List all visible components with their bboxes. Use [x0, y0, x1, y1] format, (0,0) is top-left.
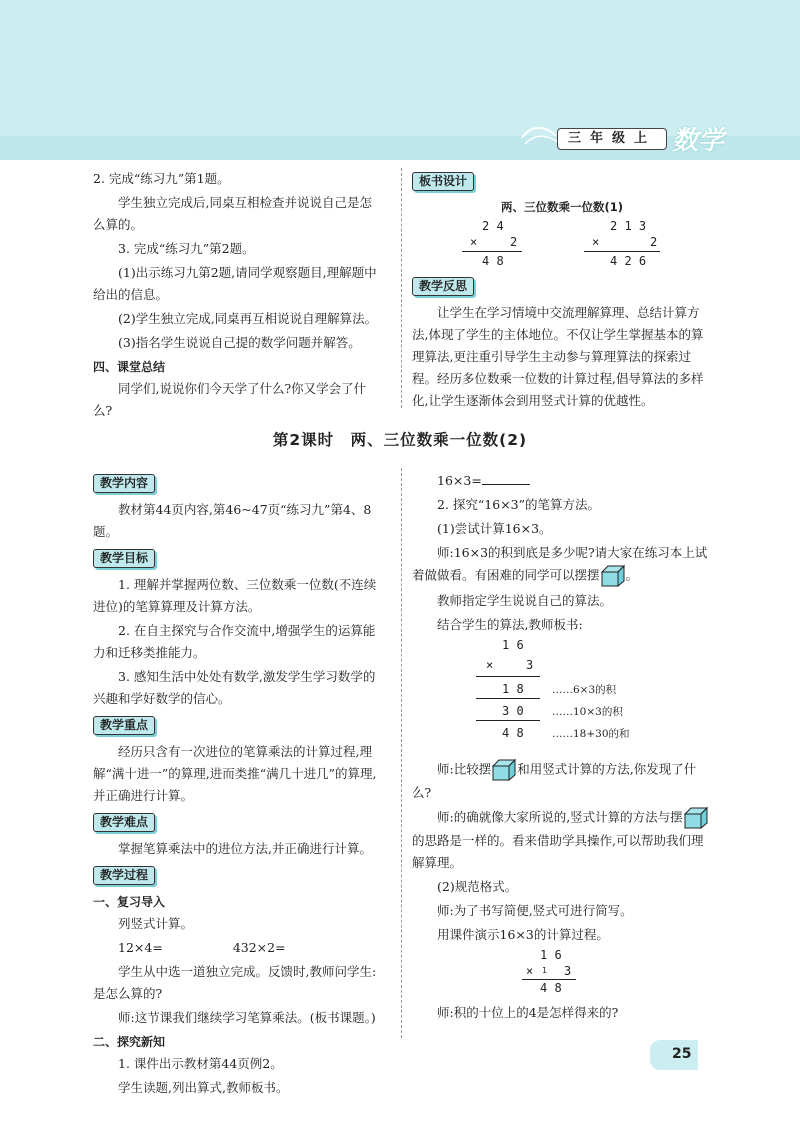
difficulty-text: 掌握笔算乘法中的进位方法,并正确进行计算。	[118, 841, 372, 856]
process-tag: 教学过程	[93, 866, 155, 885]
summary-heading: 四、课堂总结	[93, 360, 166, 374]
calc3-result: 4 8	[502, 726, 524, 740]
teacher-simplify: 师:为了书写简便,竖式可进行简写。	[437, 903, 633, 918]
equation-text: 16×3=	[437, 473, 482, 488]
calc3-line-2	[476, 698, 540, 699]
calc2-line	[584, 251, 660, 252]
calc4-op: ×	[526, 964, 534, 978]
courseware-demo: 用课件演示16×3的计算过程。	[437, 927, 609, 942]
bottom-left-column	[93, 470, 381, 1101]
vertical-calc-16x3	[412, 638, 712, 758]
explore-line-1: 1. 课件出示教材第44页例2。	[118, 1056, 283, 1071]
review-exercises	[93, 937, 381, 959]
calc2-op: ×	[592, 235, 600, 249]
vertical-calc-short	[412, 948, 712, 1002]
teacher-compare-start: 师:比较摆	[437, 761, 492, 777]
explore-line-2: 学生读题,列出算式,教师板书。	[118, 1080, 289, 1095]
review-heading: 一、复习导入	[93, 895, 166, 909]
calc3-b: 3	[526, 658, 534, 672]
bottom-right-column	[412, 470, 712, 1026]
exercise-432x2: 432×2=	[232, 940, 286, 955]
grade-label: 三年级上	[557, 128, 667, 150]
calc1-result: 4 8	[482, 254, 504, 268]
page-number: 25	[672, 1046, 692, 1062]
goal-1: 1. 理解并掌握两位数、三位数乘一位数(不连续进位)的笔算算理及计算方法。	[93, 577, 377, 614]
teacher-question: 师:积的十位上的4是怎样得来的?	[437, 1005, 619, 1020]
exercise-12x4: 12×4=	[118, 940, 163, 955]
goal-2: 2. 在自主探究与合作交流中,增强学生的运算能力和迁移类推能力。	[93, 623, 376, 660]
goal-3: 3. 感知生活中处处有数学,激发学生学习数学的兴趣和学好数学的信心。	[93, 669, 376, 706]
calc1-a: 2 4	[482, 219, 504, 233]
teacher-confirm-end: 的思路是一样的。看来借助学具操作,可以帮助我们理解算理。	[412, 833, 704, 870]
board-calcs	[412, 215, 712, 275]
teacher-assign: 教师指定学生说说自己的算法。	[437, 593, 613, 608]
subject-label: 数学	[672, 126, 725, 156]
reflection-tag: 教学反思	[412, 277, 474, 296]
explore-heading: 二、探究新知	[93, 1035, 166, 1049]
calc3-partial-2: 3 0	[502, 704, 524, 718]
calc1-b: 2	[510, 235, 518, 249]
calc4-carry: 1	[542, 966, 547, 975]
board-intro: 结合学生的算法,教师板书:	[437, 617, 583, 632]
teacher-confirm-start: 师:的确就像大家所说的,竖式计算的方法与摆	[437, 809, 683, 825]
board-title: 两、三位数乘一位数(1)	[500, 200, 623, 214]
column-divider-bottom	[401, 468, 402, 1038]
calc3-a: 1 6	[502, 638, 524, 652]
calc3-partial-1: 1 8	[502, 682, 524, 696]
calc4-b: 3	[564, 964, 572, 978]
teacher-compare-end: 和用竖式计算的方法,你发现了什么?	[412, 761, 697, 800]
calc4-line	[522, 979, 576, 980]
goal-tag: 教学目标	[93, 549, 155, 568]
difficulty-tag: 教学难点	[93, 813, 155, 832]
column-divider-top	[401, 168, 402, 408]
lesson-title: 第2课时 两、三位数乘一位数(2)	[272, 431, 528, 449]
top-left-column	[93, 168, 381, 424]
calc3-note-3: ……18+30的和	[552, 728, 630, 740]
teacher-prompt-1-text: 师:16×3的积到底是多少呢?请大家在练习本上试着做做看。有困难的同学可以摆摆	[412, 545, 708, 583]
top-left-item: (2)学生独立完成,同桌再互相说说自理解算法。	[118, 311, 378, 326]
calc2-a: 2 1 3	[610, 219, 647, 233]
key-point-tag: 教学重点	[93, 716, 155, 735]
calc3-op: ×	[486, 658, 494, 672]
cube-icon	[600, 564, 626, 588]
content-text: 教材第44页内容,第46~47页“练习九”第4、8题。	[93, 502, 372, 539]
calc3-line-3	[476, 720, 540, 721]
reflection-text: 让学生在学习情境中交流理解算理、总结计算方法,体现了学生的主体地位。不仅让学生掌握基本的算理算法,更注重引导学生主动参与算理算法的探索过程。经历多位数乘一位数的计算过程,倡导算法的多样化,让学生逐渐体会到用竖式计算的优越性。	[412, 305, 704, 408]
key-point-text: 经历只含有一次进位的笔算乘法的计算过程,理解“满十进一”的算理,进而类推“满几十进几”的算理,并正确进行计算。	[93, 744, 377, 803]
review-line-1: 列竖式计算。	[118, 916, 194, 931]
board-design-tag: 板书设计	[412, 172, 474, 191]
explore-2: 2. 探究“16×3”的笔算方法。	[437, 497, 601, 512]
teacher-compare	[412, 758, 712, 804]
calc3-note-1: ……6×3的积	[552, 684, 617, 696]
top-left-item: (3)指名学生说说自己提的数学问题并解答。	[118, 335, 361, 350]
calc1-op: ×	[470, 235, 478, 249]
teacher-prompt-1-end: 。	[625, 567, 639, 583]
top-left-item: (1)出示练习九第2题,请同学观察题目,理解题中给出的信息。	[93, 265, 377, 302]
format-step: (2)规范格式。	[437, 879, 518, 894]
top-left-item: 3. 完成“练习九”第2题。	[118, 241, 255, 256]
top-left-item: 2. 完成“练习九”第1题。	[93, 171, 230, 186]
calc4-result: 4 8	[540, 981, 562, 995]
calc3-line-1	[476, 676, 540, 677]
top-left-item: 学生独立完成后,同桌互相检查并说说自己是怎么算的。	[93, 195, 372, 232]
calc3-note-2: ……10×3的积	[552, 706, 623, 718]
answer-blank	[482, 473, 530, 485]
cube-icon	[491, 758, 517, 782]
swirl-decoration-icon	[520, 120, 560, 150]
content-tag: 教学内容	[93, 474, 155, 493]
cube-icon	[683, 806, 709, 830]
top-right-column	[412, 168, 712, 414]
teacher-confirm	[412, 806, 712, 874]
teacher-prompt-1	[412, 542, 712, 588]
calc1-line	[462, 251, 522, 252]
try-calc: (1)尝试计算16×3。	[437, 521, 552, 536]
calc4-a: 1 6	[540, 948, 562, 962]
calc2-result: 4 2 6	[610, 254, 647, 268]
equation-16x3	[412, 470, 712, 492]
review-line-2: 学生从中选一道独立完成。反馈时,教师问学生:是怎么算的?	[93, 964, 377, 1001]
summary-text: 同学们,说说你们今天学了什么?你又学会了什么?	[93, 381, 367, 418]
review-line-3: 师:这节课我们继续学习笔算乘法。(板书课题。)	[118, 1010, 376, 1025]
calc2-b: 2	[650, 235, 658, 249]
